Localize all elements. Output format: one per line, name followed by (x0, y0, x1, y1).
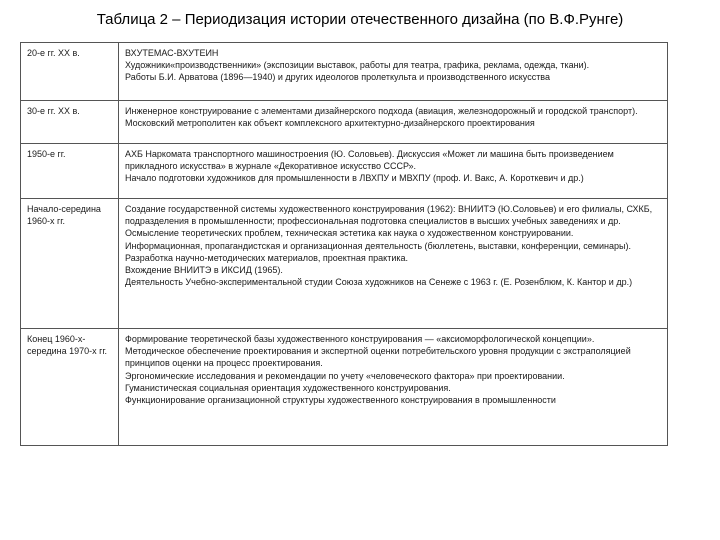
description-cell (119, 101, 668, 144)
table-row (21, 144, 668, 199)
page-title: Таблица 2 – Периодизация истории отечественного дизайна (по В.Ф.Рунге) (96, 11, 624, 28)
period-cell: Начало-середина 1960-х гг. (21, 199, 119, 329)
description-line: Работы Б.И. Арватова (1896—1940) и других идеологов пролеткульта и производственного искусства (125, 72, 550, 83)
description-cell (119, 144, 668, 199)
description-line: Инженерное конструирование с элементами дизайнерского подхода (авиация, железнодорожный и городской транспорт). Московский метрополитен как объект комплексного архитектурно-дизайнерского проектирования (125, 106, 638, 129)
description-line: Деятельность Учебно-экспериментальной студии Союза художников на Сенеже с 1963 г. (Е. Розенблюм, К. Кантор и др.) (125, 277, 633, 288)
description-line: ВХУТЕМАС-ВХУТЕИН (125, 48, 219, 58)
description-line: Осмысление теоретических проблем, техническая эстетика как наука о художественном конструировании. (125, 228, 574, 239)
table-row (21, 43, 668, 101)
table-row (21, 199, 668, 329)
description-line: Методическое обеспечение проектирования и экспертной оценки потребительского уровня продукции с экстраполяцией принципов оценки на процесс проектирования. (125, 346, 631, 369)
description-cell (119, 43, 668, 101)
period-cell: Конец 1960-х-середина 1970-х гг. (21, 329, 119, 446)
description-line: Создание государственной системы художественного конструирования (1962): ВНИИТЭ (Ю.Соловьев) и его филиалы, СХКБ, подразделения в промышленности; профессиональная подготовка специалистов в высших учебных заведениях и др. (125, 204, 653, 227)
period-cell: 1950-е гг. (21, 144, 119, 199)
description-cell (119, 329, 668, 446)
description-line: Гуманистическая социальная ориентация художественного конструирования. (125, 382, 451, 393)
description-line: Функционирование организационной структуры художественного конструирования в промышленности (125, 395, 556, 406)
period-cell: 20-е гг. XX в. (21, 43, 119, 101)
description-line: АХБ Наркомата транспортного машиностроения (Ю. Соловьев). Дискуссия «Может ли машина быть произведением прикладного искусства» в журнале «Декоративное искусство СССР». (125, 149, 614, 172)
period-cell: 30-е гг. XX в. (21, 101, 119, 144)
description-line: Разработка научно-методических материалов, проектная практика. (125, 252, 408, 263)
table-row (21, 329, 668, 446)
description-line: Эргономические исследования и рекомендации по учету «человеческого фактора» при проектировании. (125, 370, 565, 381)
description-cell (119, 199, 668, 329)
description-line: Информационная, пропагандистская и организационная деятельность (бюллетень, выставки, конференции, семинары). (125, 240, 631, 251)
description-line: Вхождение ВНИИТЭ в ИКСИД (1965). (125, 265, 283, 276)
design-history-table (20, 42, 668, 446)
description-line: Формирование теоретической базы художественного конструирования — «аксиоморфологической концепции». (125, 334, 595, 344)
description-line: Художники«производственники» (экспозиции выставок, работы для театра, графика, реклама, одежда, ткани). (125, 60, 590, 71)
description-line: Начало подготовки художников для промышленности в ЛВХПУ и МВХПУ (проф. И. Вакс, А. Короткевич и др.) (125, 173, 584, 184)
table-row (21, 101, 668, 144)
